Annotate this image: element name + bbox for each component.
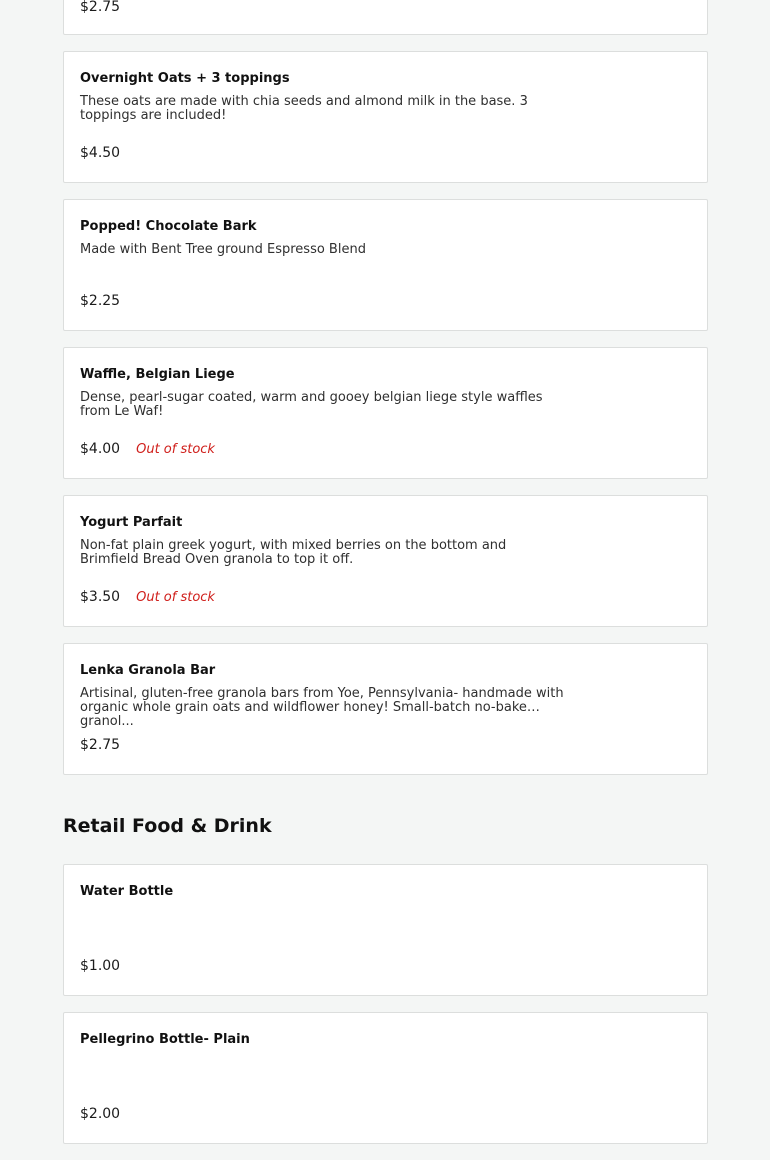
price-row <box>80 145 120 161</box>
menu-item-card[interactable] <box>63 864 708 996</box>
item-name: Overnight Oats + 3 toppings <box>80 71 290 86</box>
item-name: Yogurt Parfait <box>80 515 183 530</box>
item-price: $2.00 <box>80 1106 121 1122</box>
price-row <box>80 293 120 309</box>
menu-item-card[interactable] <box>63 643 708 775</box>
item-price: $2.25 <box>80 293 121 309</box>
item-description: Artisinal, gluten-free granola bars from Yoe, Pennsylvania- handmade with organic whole grain oats and wildflower honey! Small-batch no-bake granol... <box>80 686 564 729</box>
item-description: Made with Bent Tree ground Espresso Blend <box>80 242 366 257</box>
menu-item-card[interactable] <box>63 495 708 627</box>
out-of-stock-label: Out of stock <box>136 589 215 605</box>
item-description: Non-fat plain greek yogurt, with mixed berries on the bottom and Brimfield Bread Oven granola to top it off. <box>80 538 507 567</box>
item-name: Popped! Chocolate Bark <box>80 219 257 234</box>
item-name: Waffle, Belgian Liege <box>80 367 235 382</box>
menu-list <box>63 0 708 1160</box>
price-row <box>80 441 215 457</box>
menu-item-card[interactable] <box>63 347 708 479</box>
item-price: $3.50 <box>80 589 121 605</box>
price-row <box>80 737 120 753</box>
item-price: $4.50 <box>80 145 121 161</box>
menu-item-card[interactable] <box>63 199 708 331</box>
menu-item-card[interactable] <box>63 0 708 35</box>
item-price: $1.00 <box>80 958 121 974</box>
item-price: $2.75 <box>80 737 121 753</box>
item-description: These oats are made with chia seeds and almond milk in the base. 3 toppings are included! <box>80 94 528 123</box>
item-name: Water Bottle <box>80 884 174 899</box>
price-row <box>80 1106 120 1122</box>
item-description: Dense, pearl-sugar coated, warm and gooey belgian liege style waffles from Le Waf! <box>80 390 543 419</box>
price-row <box>80 589 215 605</box>
out-of-stock-label: Out of stock <box>136 441 215 457</box>
price-row <box>80 0 120 15</box>
item-price: $4.00 <box>80 441 121 457</box>
item-name: Lenka Granola Bar <box>80 663 216 678</box>
menu-item-card[interactable] <box>63 51 708 183</box>
menu-item-card[interactable] <box>63 1012 708 1144</box>
price-row <box>80 958 120 974</box>
item-price: $2.75 <box>80 0 121 15</box>
section-title: Retail Food & Drink <box>63 815 272 837</box>
item-name: Pellegrino Bottle- Plain <box>80 1032 250 1047</box>
